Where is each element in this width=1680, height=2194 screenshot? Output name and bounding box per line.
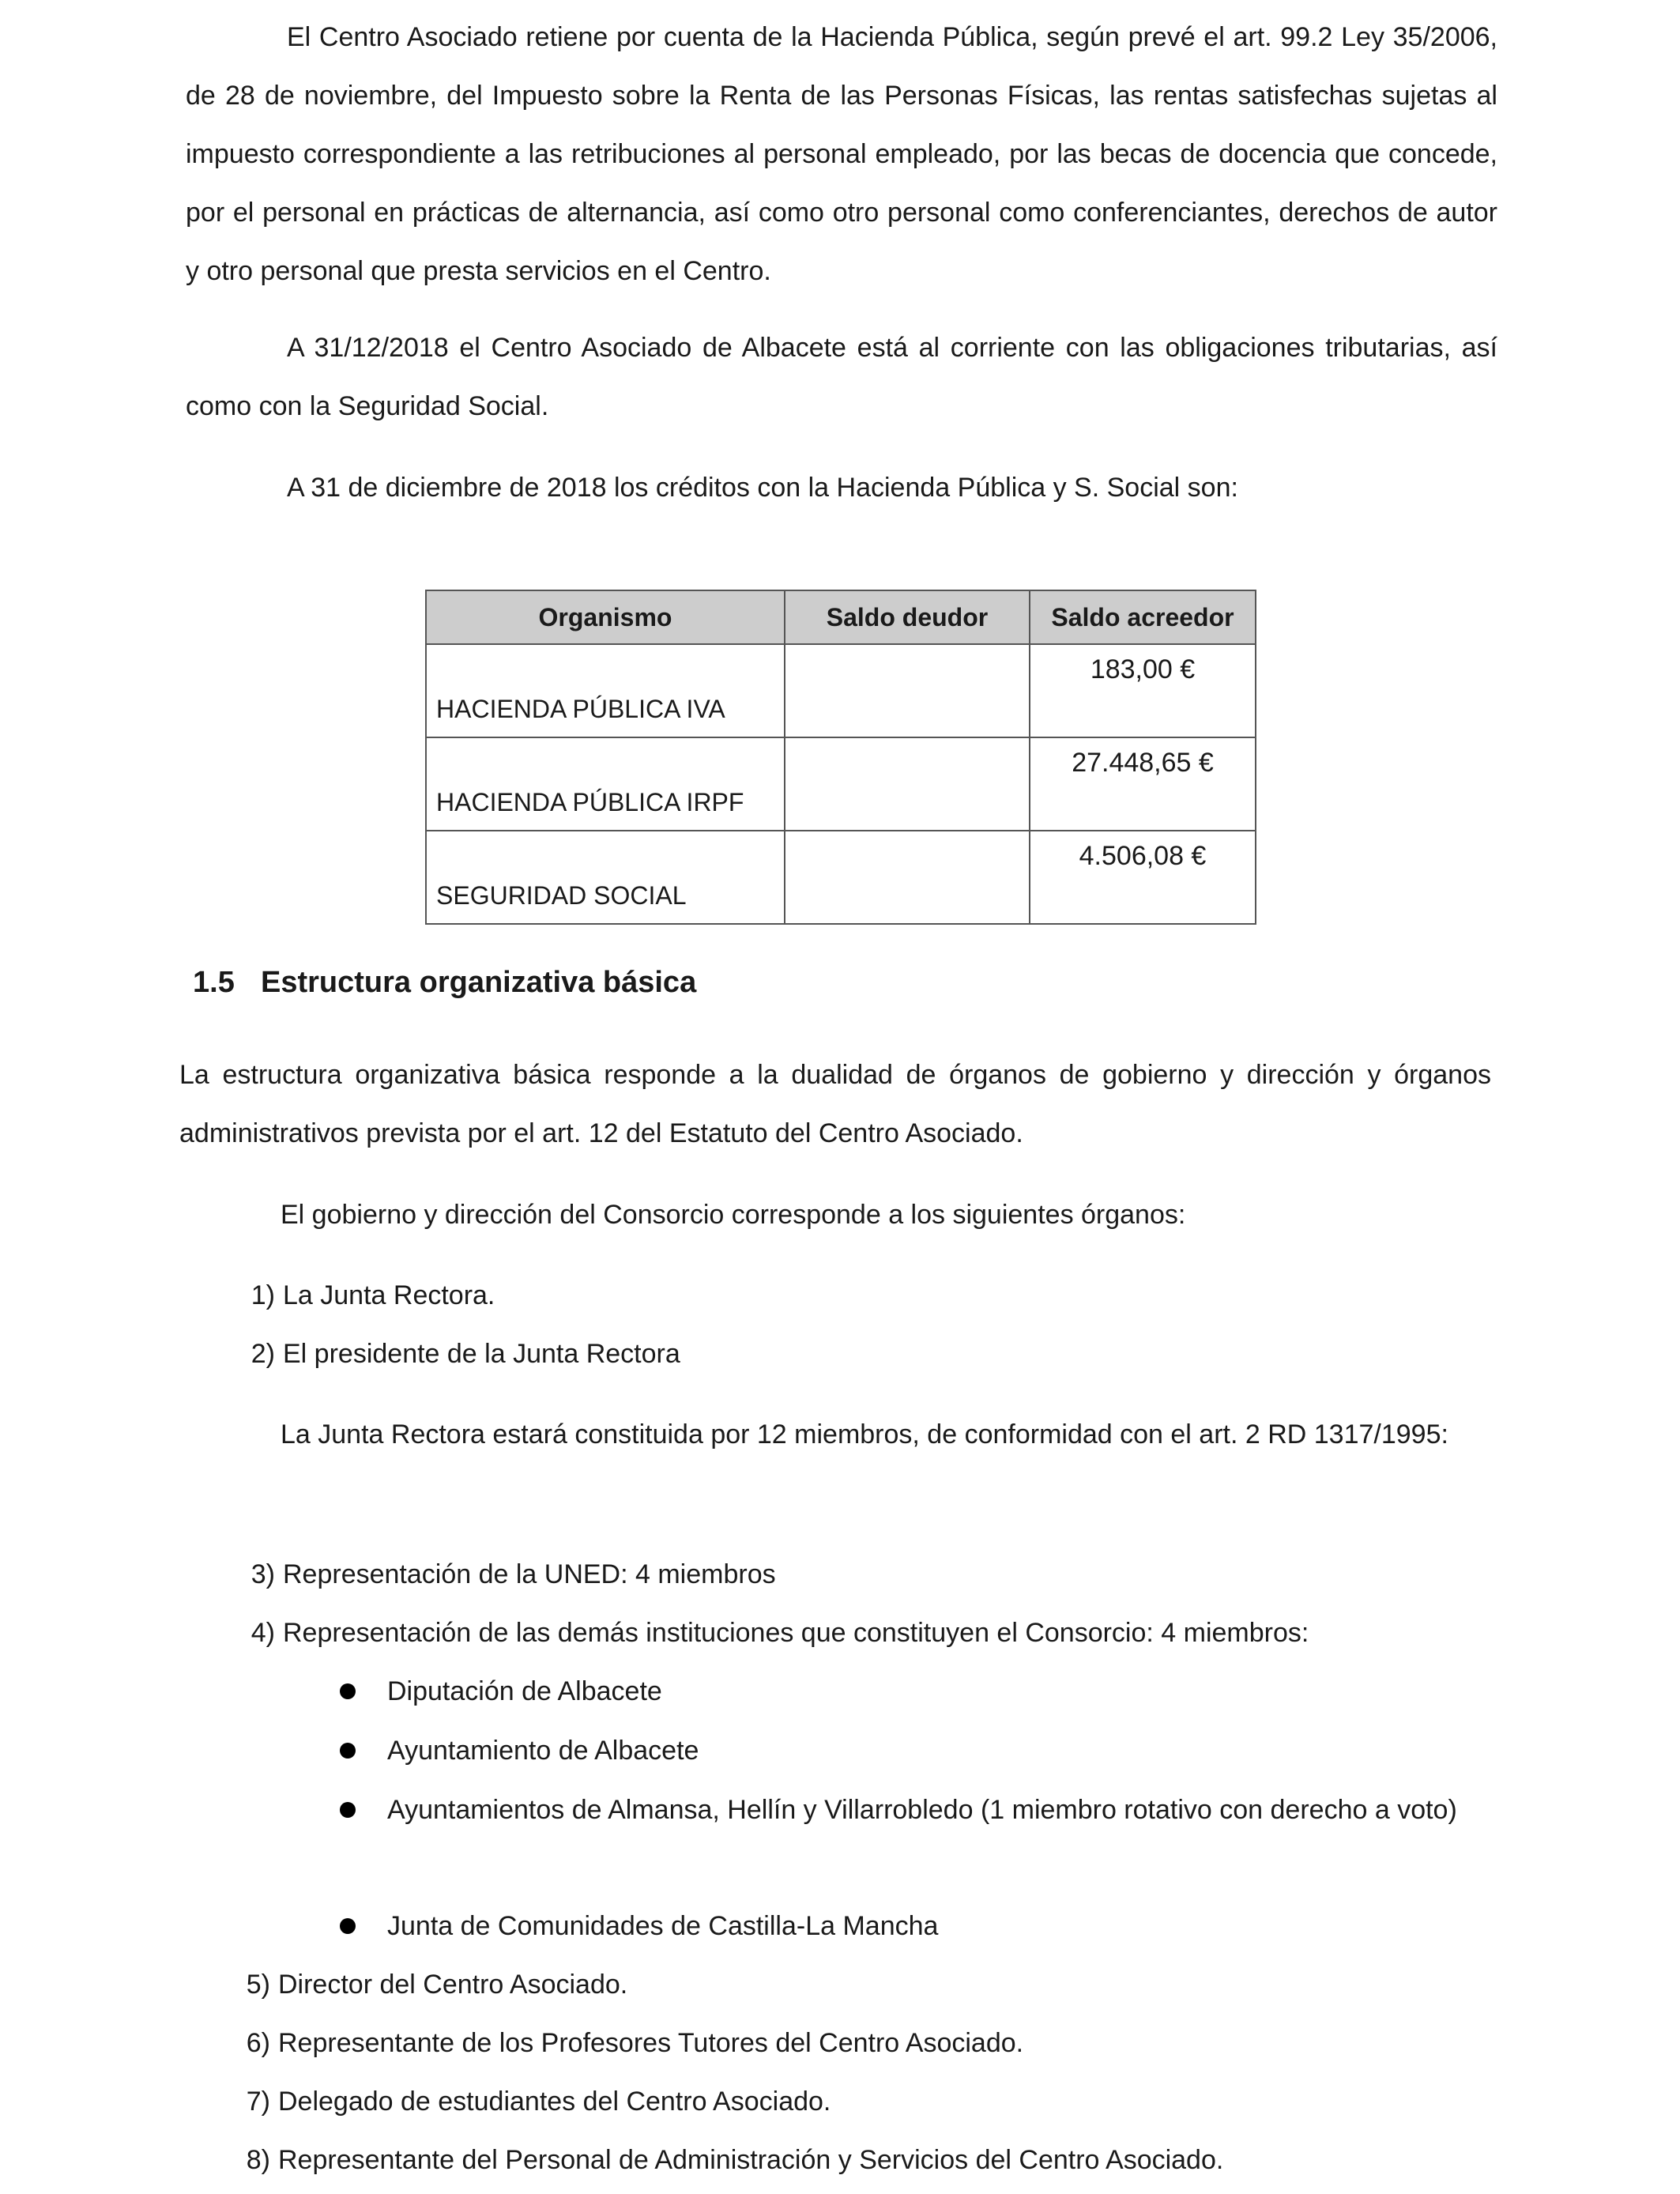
list-item: [246, 2131, 1224, 2189]
list-item-text: Representación de las demás instituciones que constituyen el Consorcio: 4 miembros:: [283, 1618, 1309, 1648]
bullet-icon: [340, 1918, 356, 1934]
list-item: [246, 1955, 628, 2014]
cell-organismo: SEGURIDAD SOCIAL: [426, 831, 785, 924]
list-marker: 3): [250, 1559, 275, 1589]
paragraph-creditos: A 31 de diciembre de 2018 los créditos con la Hacienda Pública y S. Social son:: [287, 473, 1238, 503]
list-marker: 1): [250, 1280, 275, 1310]
list-item-text: La Junta Rectora.: [283, 1280, 495, 1310]
paragraph-junta: La Junta Rectora estará constituida por 12 miembros, de conformidad con el art. 2 RD 1317/1995:: [281, 1419, 1448, 1449]
list-item-text: Representación de la UNED: 4 miembros: [283, 1559, 776, 1589]
list-item: [250, 1266, 495, 1325]
cell-acreedor: 4.506,08 €: [1030, 831, 1256, 924]
list-item: [250, 1325, 680, 1383]
paragraph-obligaciones: A 31/12/2018 el Centro Asociado de Albacete está al corriente con las obligaciones tributarias, así como con la Seguridad Social.: [186, 333, 1497, 421]
list-marker: 8): [246, 2145, 270, 2175]
list-marker: 4): [250, 1618, 275, 1648]
cell-acreedor: 27.448,65 €: [1030, 737, 1256, 831]
header-saldo-acreedor: Saldo acreedor: [1030, 590, 1256, 644]
list-item-text: Representante del Personal de Administración y Servicios del Centro Asociado.: [278, 2145, 1224, 2175]
bullet-item-text: Diputación de Albacete: [387, 1676, 662, 1706]
section-title: Estructura organizativa básica: [261, 966, 697, 999]
list-item: [250, 1604, 1309, 1662]
cell-organismo: HACIENDA PÚBLICA IRPF: [426, 737, 785, 831]
list-marker: 2): [250, 1339, 275, 1369]
section-heading: [193, 966, 696, 1000]
list-item-text: El presidente de la Junta Rectora: [283, 1339, 680, 1369]
header-saldo-deudor: Saldo deudor: [785, 590, 1030, 644]
cell-deudor: [785, 831, 1030, 924]
cell-organismo: HACIENDA PÚBLICA IVA: [426, 644, 785, 737]
bullet-icon: [340, 1802, 356, 1818]
table-row: [426, 737, 1256, 831]
list-item: [246, 2072, 831, 2131]
section-number: 1.5: [193, 966, 235, 999]
bullet-icon: [340, 1683, 356, 1699]
bullet-item-text: Ayuntamientos de Almansa, Hellín y Villarrobledo (1 miembro rotativo con derecho a voto): [387, 1795, 1457, 1825]
cell-deudor: [785, 737, 1030, 831]
paragraph-retenciones: El Centro Asociado retiene por cuenta de la Hacienda Pública, según prevé el art. 99.2 Ley 35/2006, de 28 de noviembre, del Impuesto sobre la Renta de las Personas Físicas, las rentas satisfechas sujetas al impuesto correspondiente a las retribuciones al personal empleado, por las becas de docencia que concede, por el personal en prácticas de alternancia, así como otro personal como conferenciantes, derechos de autor y otro personal que presta servicios en el Centro.: [186, 22, 1497, 286]
list-item-text: Representante de los Profesores Tutores del Centro Asociado.: [278, 2028, 1024, 2058]
header-organismo: Organismo: [426, 590, 785, 644]
bullet-icon: [340, 1743, 356, 1759]
table-row: [426, 831, 1256, 924]
list-item: [250, 1545, 776, 1604]
cell-acreedor: 183,00 €: [1030, 644, 1256, 737]
list-marker: 5): [246, 1970, 270, 2000]
cell-deudor: [785, 644, 1030, 737]
list-item-text: Delegado de estudiantes del Centro Asociado.: [278, 2087, 831, 2117]
bullet-item-text: Junta de Comunidades de Castilla-La Mancha: [387, 1911, 939, 1941]
bullet-item-text: Ayuntamiento de Albacete: [387, 1736, 699, 1766]
list-item: [246, 2014, 1024, 2072]
list-marker: 7): [246, 2087, 270, 2117]
creditos-table: [425, 590, 1256, 925]
table-row: [426, 644, 1256, 737]
paragraph-gobierno: El gobierno y dirección del Consorcio corresponde a los siguientes órganos:: [281, 1200, 1186, 1230]
paragraph-estructura: La estructura organizativa básica responde a la dualidad de órganos de gobierno y dirección y órganos administrativos prevista por el art. 12 del Estatuto del Centro Asociado.: [179, 1060, 1491, 1148]
list-marker: 6): [246, 2028, 270, 2058]
list-item-text: Director del Centro Asociado.: [278, 1970, 628, 2000]
table-header-row: [426, 590, 1256, 644]
